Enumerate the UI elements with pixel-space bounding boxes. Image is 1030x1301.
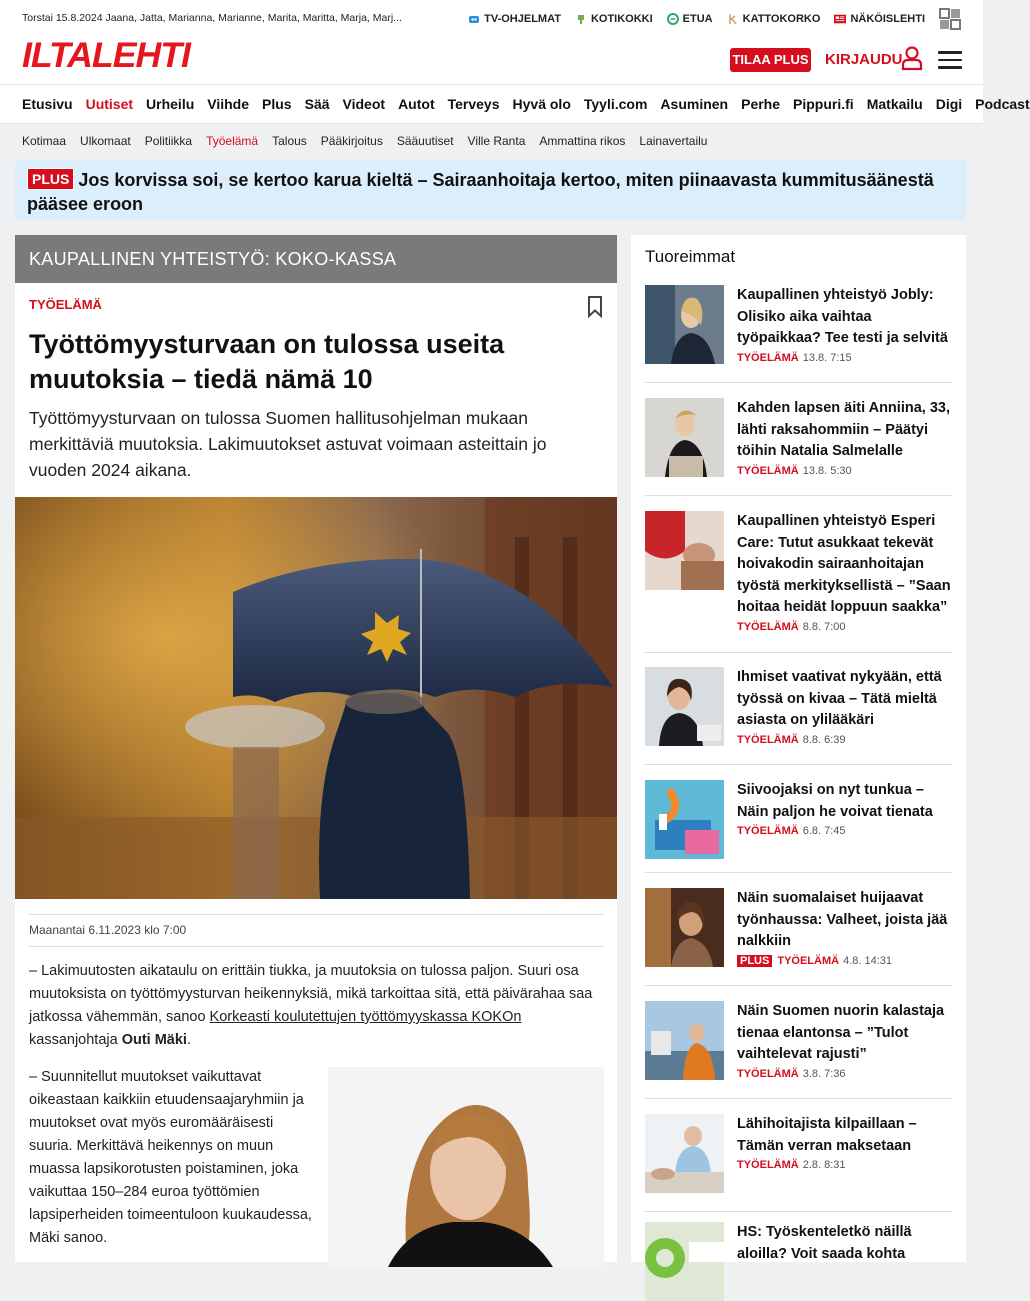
subnav-ammattina-rikos[interactable]: Ammattina rikos <box>539 134 626 148</box>
news-thumbnail <box>645 285 724 364</box>
nav-etusivu[interactable]: Etusivu <box>22 96 73 112</box>
news-time: 8.8. 7:00 <box>802 620 846 633</box>
news-section: TYÖELÄMÄ <box>777 954 840 967</box>
news-headline: HS: Työskenteletkö näillä aloilla? Voit saada kohta <box>737 1224 912 1262</box>
kotikokki-icon <box>575 13 587 25</box>
published-date: Maanantai 6.11.2023 klo 7:00 <box>29 914 604 947</box>
kotikokki-link[interactable] <box>575 13 653 25</box>
article-section[interactable]: TYÖELÄMÄ <box>29 297 102 312</box>
kattokorko-label: KATTOKORKO <box>742 13 821 25</box>
subnav-lainavertailu[interactable]: Lainavertailu <box>639 134 708 148</box>
news-thumbnail <box>645 511 724 590</box>
plus-banner-headline: Jos korvissa soi, se kertoo karua kieltä – Sairaanhoitaja kertoo, miten piinaavasta kummitusäänestä pääsee eroon <box>27 170 934 214</box>
nav-podcast[interactable]: Podcast <box>975 96 1030 112</box>
tv-ohjelmat-link[interactable] <box>468 13 561 25</box>
news-headline: Lähihoitajista kilpaillaan – Tämän verran maksetaan <box>737 1116 917 1154</box>
article-paragraph-1 <box>29 960 604 1052</box>
news-headline: Kahden lapsen äiti Anniina, 33, lähti raksahommiin – Päätyi töihin Natalia Salmelalle <box>737 400 950 459</box>
etua-label: ETUA <box>682 13 713 25</box>
news-headline: Kaupallinen yhteistyö Esperi Care: Tutut asukkaat tekevät hoivakodin sairaanhoitajan työstä merkityksellistä – ”Saan hoitaa heidät loppuun saakka” <box>737 513 951 615</box>
commercial-partner-label: KAUPALLINEN YHTEISTYÖ: KOKO-KASSA <box>15 235 617 283</box>
paragraph-text: kassanjohtaja <box>29 1032 122 1048</box>
subnav-ulkomaat[interactable]: Ulkomaat <box>80 134 131 148</box>
nav-hyva-olo[interactable]: Hyvä olo <box>512 96 571 112</box>
news-headline: Kaupallinen yhteistyö Jobly: Olisiko aika vaihtaa työpaikkaa? Tee testi ja selvitä <box>737 287 948 346</box>
news-thumbnail <box>645 1114 724 1193</box>
subnav-paakirjoitus[interactable]: Pääkirjoitus <box>320 134 383 148</box>
nav-autot[interactable]: Autot <box>398 96 435 112</box>
date-and-namedays: Torstai 15.8.2024 Jaana, Jatta, Marianna, Marianne, Marita, Maritta, Marja, Marj... <box>22 12 402 24</box>
sidebar-news-item[interactable] <box>645 888 952 986</box>
kattokorko-icon <box>727 13 739 25</box>
news-section: TYÖELÄMÄ <box>737 620 799 633</box>
nav-matkailu[interactable]: Matkailu <box>866 96 923 112</box>
sidebar-news-item[interactable] <box>645 398 952 496</box>
nav-saa[interactable]: Sää <box>304 96 330 112</box>
sidebar-news-item[interactable] <box>645 1222 952 1282</box>
news-time: 13.8. 7:15 <box>802 351 852 364</box>
news-thumbnail <box>645 398 724 477</box>
subscribe-plus-button[interactable]: TILAA PLUS <box>730 48 811 72</box>
news-section: TYÖELÄMÄ <box>737 733 799 746</box>
nav-viihde[interactable]: Viihde <box>207 96 250 112</box>
bookmark-icon[interactable] <box>587 296 603 318</box>
subnav-kotimaa[interactable]: Kotimaa <box>22 134 67 148</box>
article-headline: Työttömyysturvaan on tulossa useita muutoksia – tiedä nämä 10 <box>29 329 505 394</box>
sidebar-news-item[interactable] <box>645 511 952 653</box>
sidebar-news-item[interactable] <box>645 1114 952 1212</box>
latest-news-sidebar <box>631 235 966 1262</box>
nav-videot[interactable]: Videot <box>342 96 386 112</box>
portrait-image-outi-maki <box>328 1067 604 1267</box>
iltalehti-logo[interactable]: ILTALEHTI <box>22 36 190 75</box>
etua-icon <box>667 13 679 25</box>
plus-article-banner[interactable] <box>15 160 966 220</box>
etua-link[interactable] <box>667 13 713 25</box>
subnav-tyoelama[interactable]: Työelämä <box>206 134 259 148</box>
article-paragraph-2: – Suunnitellut muutokset vaikuttavat oikeastaan kaikkiin etuudensaajaryhmiin ja muutokset ovat myös euromääräisesti suuria. Merkittävä heikennys on muun muassa lapsikorotusten poistaminen, joka vaikuttaa 150–284 euroa työttömien lapsiperheiden toimeentuloon kuukaudessa, Mäki sanoo. <box>29 1069 312 1246</box>
news-thumbnail <box>645 667 724 746</box>
news-section: TYÖELÄMÄ <box>737 351 799 364</box>
nav-pippuri[interactable]: Pippuri.fi <box>793 96 854 112</box>
subnav-talous[interactable]: Talous <box>272 134 307 148</box>
main-navigation <box>0 84 1030 124</box>
kattokorko-link[interactable] <box>727 13 821 25</box>
news-headline: Näin suomalaiset huijaavat työnhaussa: Valheet, joista jää nalkkiin <box>737 890 948 949</box>
nav-tyyli[interactable]: Tyyli.com <box>583 96 648 112</box>
hamburger-menu-icon[interactable] <box>938 51 962 69</box>
nakoislehti-label: NÄKÖISLEHTI <box>850 13 925 25</box>
news-headline: Ihmiset vaativat nykyään, että työssä on kivaa – Tätä mieltä asiasta on ylilääkäri <box>737 669 942 728</box>
subnav-politiikka[interactable]: Politiikka <box>144 134 193 148</box>
sidebar-title: Tuoreimmat <box>645 247 736 266</box>
news-section: TYÖELÄMÄ <box>737 1067 799 1080</box>
tv-ohjelmat-label: TV-OHJELMAT <box>484 13 561 25</box>
subnav-saauutiset[interactable]: Sääuutiset <box>396 134 454 148</box>
news-thumbnail <box>645 888 724 967</box>
nakoislehti-link[interactable] <box>834 13 925 25</box>
koko-kassa-link[interactable]: Korkeasti koulutettujen työttömyyskassa KOKOn <box>209 1009 522 1025</box>
paragraph-text: . <box>186 1032 191 1048</box>
news-headline: Näin Suomen nuorin kalastaja tienaa elantonsa – ”Tulot vaihtelevat rajusti” <box>737 1003 945 1062</box>
hero-image-umbrella <box>15 497 617 899</box>
subnav-ville-ranta[interactable]: Ville Ranta <box>467 134 526 148</box>
nav-urheilu[interactable]: Urheilu <box>146 96 195 112</box>
news-time: 4.8. 14:31 <box>843 954 893 967</box>
news-headline: Siivoojaksi on nyt tunkua – Näin paljon he voivat tienata <box>737 782 933 820</box>
top-bar <box>0 0 983 84</box>
kotikokki-label: KOTIKOKKI <box>590 13 653 25</box>
plus-badge: PLUS <box>27 168 74 190</box>
sidebar-news-item[interactable] <box>645 285 952 383</box>
sidebar-news-item[interactable] <box>645 667 952 765</box>
nav-terveys[interactable]: Terveys <box>447 96 500 112</box>
nav-perhe[interactable]: Perhe <box>741 96 781 112</box>
news-time: 13.8. 5:30 <box>802 464 852 477</box>
news-thumbnail <box>645 780 724 859</box>
news-section: TYÖELÄMÄ <box>737 464 799 477</box>
news-time: 2.8. 8:31 <box>802 1159 846 1171</box>
person-name: Outi Mäki <box>121 1032 187 1048</box>
tv-icon <box>468 13 480 25</box>
user-icon[interactable] <box>901 46 923 70</box>
news-section: TYÖELÄMÄ <box>737 1159 799 1171</box>
sidebar-news-item[interactable] <box>645 1001 952 1099</box>
nav-digi[interactable]: Digi <box>935 96 963 112</box>
paragraph-text: – Lakimuutosten aikataulu on erittäin tiukka, ja muutoksia on tulossa paljon. Suuri osa muutoksista on työttömyysturvan heikennyksiä, mikä tarkoittaa sitä, että päivärahaa saa jatkossa vähemmän, sanoo <box>29 963 593 1025</box>
alma-logo[interactable] <box>939 8 961 30</box>
news-section: TYÖELÄMÄ <box>737 825 799 837</box>
top-links <box>468 8 961 30</box>
newspaper-icon <box>834 13 846 25</box>
article-lead: Työttömyysturvaan on tulossa Suomen hallitusohjelman mukaan merkittäviä muutoksia. Lakimuutokset astuvat voimaan asteittain jo vuoden 2024 aikana. <box>29 408 547 480</box>
nav-uutiset[interactable]: Uutiset <box>85 96 134 112</box>
news-time: 8.8. 6:39 <box>802 733 846 746</box>
article <box>15 235 617 1262</box>
sidebar-news-item[interactable] <box>645 780 952 873</box>
plus-badge: PLUS <box>737 955 772 967</box>
news-thumbnail <box>645 1222 724 1301</box>
news-time: 3.8. 7:36 <box>802 1067 846 1080</box>
nav-asuminen[interactable]: Asuminen <box>660 96 729 112</box>
nav-plus[interactable]: Plus <box>262 96 292 112</box>
news-thumbnail <box>645 1001 724 1080</box>
login-link[interactable]: KIRJAUDU <box>825 51 903 68</box>
news-time: 6.8. 7:45 <box>802 825 846 837</box>
sub-navigation <box>0 125 983 157</box>
